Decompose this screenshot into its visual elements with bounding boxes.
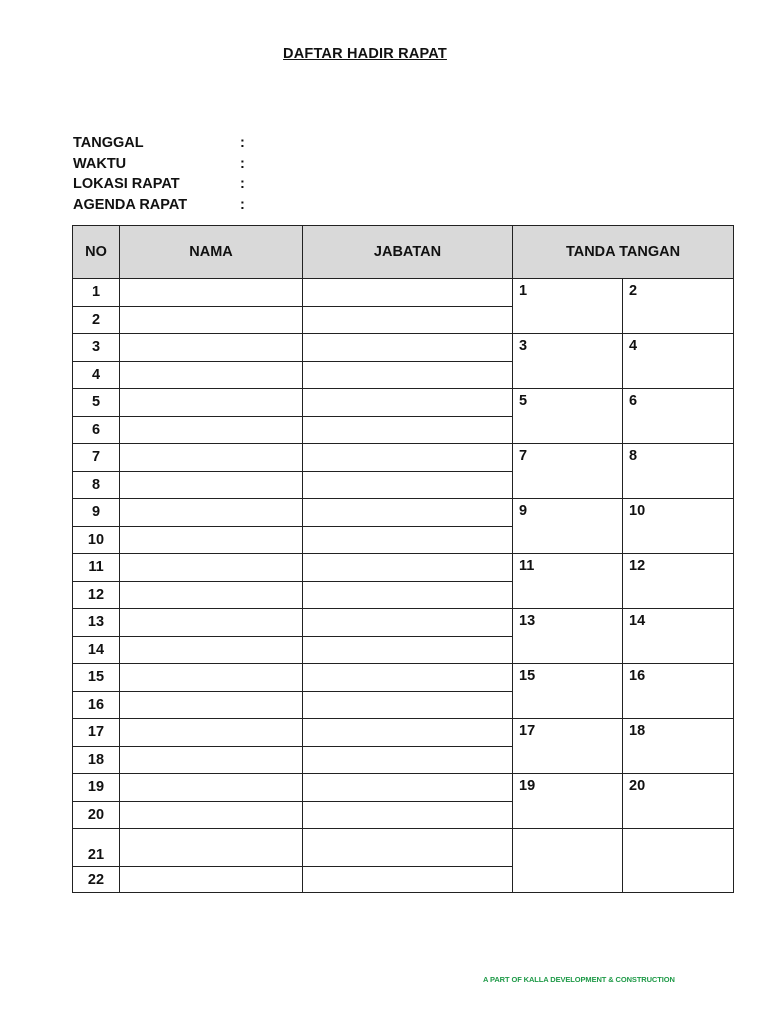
jabatan-cell[interactable] <box>303 581 513 609</box>
nama-cell[interactable] <box>120 581 303 609</box>
nama-cell[interactable] <box>120 444 303 472</box>
field-separator: : <box>240 135 245 151</box>
signature-cell[interactable]: 15 <box>513 664 623 719</box>
jabatan-cell[interactable] <box>303 691 513 719</box>
nama-cell[interactable] <box>120 526 303 554</box>
nama-cell[interactable] <box>120 389 303 417</box>
meeting-info <box>73 133 473 216</box>
table-row <box>73 279 734 307</box>
nama-cell[interactable] <box>120 499 303 527</box>
signature-cell[interactable] <box>513 829 623 893</box>
row-number: 1 <box>73 279 120 307</box>
jabatan-cell[interactable] <box>303 554 513 582</box>
row-number: 7 <box>73 444 120 472</box>
row-number: 20 <box>73 801 120 829</box>
nama-cell[interactable] <box>120 664 303 692</box>
field-label: TANGGAL <box>73 135 144 151</box>
jabatan-cell[interactable] <box>303 416 513 444</box>
row-number: 16 <box>73 691 120 719</box>
header-tanda-tangan: TANDA TANGAN <box>513 226 734 279</box>
nama-cell[interactable] <box>120 306 303 334</box>
signature-cell[interactable]: 19 <box>513 774 623 829</box>
field-label: WAKTU <box>73 155 127 172</box>
nama-cell[interactable] <box>120 334 303 362</box>
signature-cell[interactable] <box>623 829 734 893</box>
row-number: 4 <box>73 361 120 389</box>
jabatan-cell[interactable] <box>303 829 513 867</box>
field-separator: : <box>240 197 245 214</box>
nama-cell[interactable] <box>120 774 303 802</box>
jabatan-cell[interactable] <box>303 801 513 829</box>
signature-cell[interactable]: 2 <box>623 279 734 334</box>
signature-cell[interactable]: 7 <box>513 444 623 499</box>
signature-cell[interactable]: 17 <box>513 719 623 774</box>
jabatan-cell[interactable] <box>303 867 513 893</box>
jabatan-cell[interactable] <box>303 746 513 774</box>
nama-cell[interactable] <box>120 867 303 893</box>
jabatan-cell[interactable] <box>303 609 513 637</box>
nama-cell[interactable] <box>120 801 303 829</box>
document-title: DAFTAR HADIR RAPAT <box>283 46 447 62</box>
nama-cell[interactable] <box>120 609 303 637</box>
field-label: AGENDA RAPAT <box>73 197 188 214</box>
signature-cell[interactable]: 16 <box>623 664 734 719</box>
row-number: 22 <box>73 867 120 893</box>
row-number: 17 <box>73 719 120 747</box>
header-nama: NAMA <box>120 226 303 279</box>
row-number: 2 <box>73 306 120 334</box>
nama-cell[interactable] <box>120 279 303 307</box>
jabatan-cell[interactable] <box>303 499 513 527</box>
row-number: 3 <box>73 334 120 362</box>
row-number: 18 <box>73 746 120 774</box>
row-number: 15 <box>73 664 120 692</box>
field-tanggal <box>73 133 473 154</box>
row-number: 8 <box>73 471 120 499</box>
row-number: 12 <box>73 581 120 609</box>
table-row <box>73 554 734 582</box>
row-number: 14 <box>73 636 120 664</box>
signature-cell[interactable]: 6 <box>623 389 734 444</box>
row-number: 21 <box>73 829 120 867</box>
nama-cell[interactable] <box>120 471 303 499</box>
field-separator: : <box>240 176 245 193</box>
signature-cell[interactable]: 5 <box>513 389 623 444</box>
nama-cell[interactable] <box>120 746 303 774</box>
company-footer: A PART OF KALLA DEVELOPMENT & CONSTRUCTION <box>483 975 675 984</box>
row-number: 5 <box>73 389 120 417</box>
signature-cell[interactable]: 12 <box>623 554 734 609</box>
table-row <box>73 389 734 417</box>
jabatan-cell[interactable] <box>303 719 513 747</box>
row-number: 11 <box>73 554 120 582</box>
row-number: 10 <box>73 526 120 554</box>
nama-cell[interactable] <box>120 361 303 389</box>
nama-cell[interactable] <box>120 691 303 719</box>
signature-cell[interactable]: 4 <box>623 334 734 389</box>
table-row <box>73 829 734 867</box>
jabatan-cell[interactable] <box>303 306 513 334</box>
nama-cell[interactable] <box>120 829 303 867</box>
header-no: NO <box>73 226 120 279</box>
field-agenda-rapat <box>73 195 473 216</box>
table-row <box>73 774 734 802</box>
nama-cell[interactable] <box>120 416 303 444</box>
row-number: 13 <box>73 609 120 637</box>
jabatan-cell[interactable] <box>303 526 513 554</box>
jabatan-cell[interactable] <box>303 471 513 499</box>
field-lokasi-rapat <box>73 174 473 195</box>
jabatan-cell[interactable] <box>303 444 513 472</box>
nama-cell[interactable] <box>120 719 303 747</box>
jabatan-cell[interactable] <box>303 636 513 664</box>
signature-cell[interactable]: 11 <box>513 554 623 609</box>
signature-cell[interactable]: 1 <box>513 279 623 334</box>
jabatan-cell[interactable] <box>303 664 513 692</box>
nama-cell[interactable] <box>120 554 303 582</box>
jabatan-cell[interactable] <box>303 361 513 389</box>
signature-cell[interactable]: 10 <box>623 499 734 554</box>
jabatan-cell[interactable] <box>303 774 513 802</box>
table-row <box>73 609 734 637</box>
table-row <box>73 444 734 472</box>
table-row <box>73 719 734 747</box>
nama-cell[interactable] <box>120 636 303 664</box>
signature-cell[interactable]: 13 <box>513 609 623 664</box>
table-row <box>73 499 734 527</box>
row-number: 6 <box>73 416 120 444</box>
signature-cell[interactable]: 14 <box>623 609 734 664</box>
signature-cell[interactable]: 9 <box>513 499 623 554</box>
jabatan-cell[interactable] <box>303 279 513 307</box>
signature-cell[interactable]: 3 <box>513 334 623 389</box>
table-row <box>73 664 734 692</box>
table-row <box>73 334 734 362</box>
row-number: 19 <box>73 774 120 802</box>
field-waktu <box>73 154 473 175</box>
signature-cell[interactable]: 8 <box>623 444 734 499</box>
jabatan-cell[interactable] <box>303 334 513 362</box>
attendance-table <box>72 225 734 893</box>
jabatan-cell[interactable] <box>303 389 513 417</box>
signature-cell[interactable]: 18 <box>623 719 734 774</box>
row-number: 9 <box>73 499 120 527</box>
header-jabatan: JABATAN <box>303 226 513 279</box>
signature-cell[interactable]: 20 <box>623 774 734 829</box>
field-label: LOKASI RAPAT <box>73 176 180 193</box>
field-separator: : <box>240 155 245 172</box>
